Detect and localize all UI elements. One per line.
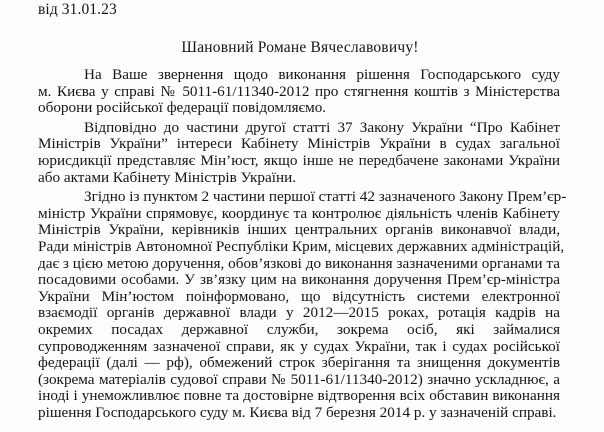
text-line: або актами Кабінету Міністрів України.	[38, 168, 297, 186]
text-line: рішення Господарського суду м. Києва від 7 березня 2014 р. у зазначеній справі.	[38, 403, 557, 421]
paragraph-2	[38, 120, 560, 186]
text-line: взаємодії органів державної влади у 2012—2015 роках, ротація кадрів на	[38, 304, 560, 322]
text-line: (зокрема матеріалів судової справи № 5011-61/11340-2012) значно ускладнює, а	[38, 370, 560, 388]
letter-date: від 31.01.23	[38, 1, 117, 18]
text-line: м. Києва у справі № 5011-61/11340-2012 про стягнення коштів з Міністерства	[38, 82, 560, 100]
text-line: супроводженням зазначеної справи, як у судах України, так і судах російської	[38, 337, 560, 355]
text-line: посадовими особами. У зв’язку цим на виконання доручення Прем’єр-міністра	[38, 271, 560, 289]
paragraph-3	[38, 188, 567, 421]
text-line: Ради міністрів Автономної Республіки Крим, місцевих державних адміністрацій,	[38, 237, 565, 255]
text-line: окремих посадах державної служби, зокрема осіб, які займалися	[38, 320, 560, 338]
salutation: Шановний Романе Вячеславовичу!	[181, 39, 419, 56]
text-line: Міністрів України” інтереси Кабінету Міністрів України в судах загальної	[38, 135, 560, 153]
letter-body	[38, 66, 567, 424]
text-line: Відповідно до частини другої статті 37 Закону України “Про Кабінет	[84, 118, 560, 136]
text-line: України Мін’юстом поінформовано, що відсутність системи електронної	[38, 287, 560, 305]
text-line: На Ваше звернення щодо виконання рішення Господарського суду	[84, 66, 560, 83]
paragraph-1	[38, 67, 560, 117]
text-line: оборони російської федерації повідомляємо.	[38, 99, 327, 117]
text-line: міністр України спрямовує, координує та контролює діяльність членів Кабінету	[38, 204, 560, 222]
text-line: юрисдикції представляє Мін’юст, якщо інше не передбачене законами України	[38, 151, 560, 169]
text-line: федерації (далі — рф), обмежений строк зберігання та знищення документів	[38, 354, 560, 372]
text-line: Міністрів України, керівників інших центральних органів виконавчої влади,	[38, 221, 560, 239]
text-line: дає з цією метою доручення, обов’язкові до виконання зазначеними органами та	[38, 254, 560, 272]
text-line: іноді і унеможливлює повне та достовірне відтворення всіх обставин виконання	[38, 387, 560, 405]
text-line: Згідно із пунктом 2 частини першої статті 42 зазначеного Закону Прем’єр-	[84, 188, 567, 206]
